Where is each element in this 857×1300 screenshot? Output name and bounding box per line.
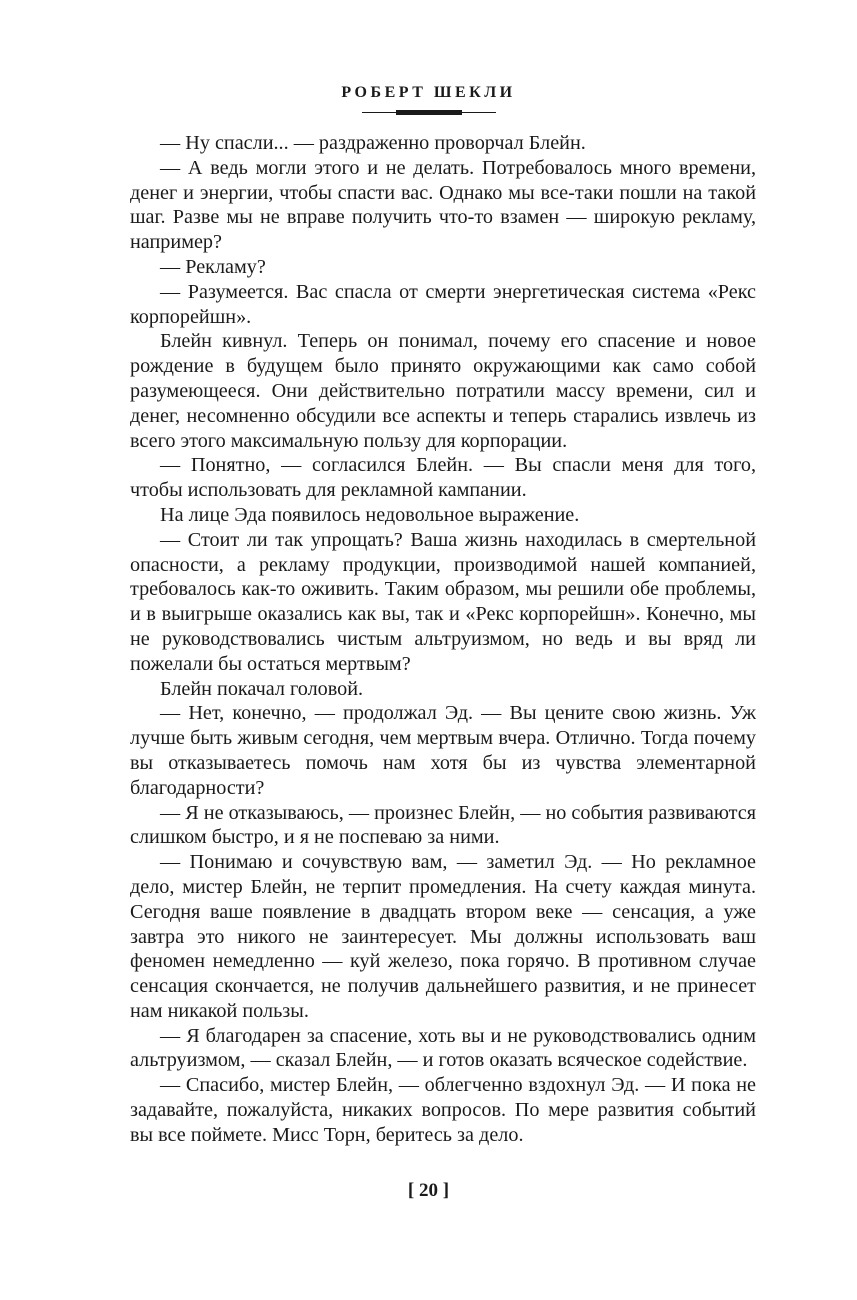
paragraph: — Рекламу? [160, 255, 266, 278]
paragraph: — Стоит ли так упрощать? Ваша жизнь находилась в смертельной опасности, а рекламу продукции, производимой нашей компанией, требовалось как-то оживить. Таким образом, мы решили обе проблемы, и в выигрыше оказались как вы, так и «Рекс корпорейшн». Конечно, мы не руководствовались чистым альтруизмом, но ведь и вы вряд ли пожелали бы остаться мертвым? [130, 528, 756, 675]
paragraph: — А ведь могли этого и не делать. Потребовалось много времени, денег и энергии, чтобы спасти вас. Однако мы все-таки пошли на такой шаг. Разве мы не вправе получить что-то взамен — широкую рекламу, например? [130, 156, 756, 254]
paragraph: На лице Эда появилось недовольное выражение. [160, 503, 580, 526]
body-text [130, 131, 756, 1148]
page-number: [ 20 ] [407, 1180, 450, 1201]
paragraph: — Разумеется. Вас спасла от смерти энергетическая система «Рекс корпорейшн». [130, 280, 756, 328]
paragraph: — Ну спасли... — раздраженно проворчал Блейн. [160, 132, 586, 154]
paragraph: — Я благодарен за спасение, хоть вы и не руководствовались одним альтруизмом, — сказал Блейн, — и готов оказать всяческое содействие. [130, 1024, 756, 1072]
header-divider-accent [396, 110, 462, 115]
paragraph: — Я не отказываюсь, — произнес Блейн, — но события развиваются слишком быстро, и я не поспеваю за ними. [130, 801, 756, 849]
paragraph: — Понятно, — согласился Блейн. — Вы спасли меня для того, чтобы использовать для рекламной кампании. [130, 454, 756, 502]
paragraph: — Спасибо, мистер Блейн, — облегченно вздохнул Эд. — И пока не задавайте, пожалуйста, никаких вопросов. По мере развития событий вы все поймете. Мисс Торн, беритесь за дело. [130, 1074, 756, 1146]
paragraph: — Нет, конечно, — продолжал Эд. — Вы цените свою жизнь. Уж лучше быть живым сегодня, чем мертвым вчера. Отлично. Тогда почему вы отказываетесь помочь нам хотя бы из чувства элементарной благодарности? [130, 702, 756, 799]
paragraph: Блейн кивнул. Теперь он понимал, почему его спасение и новое рождение в будущем было принято окружающими как само собой разумеющееся. Они действительно потратили массу времени, сил и денег, несомненно обсудили все аспекты и теперь старались извлечь из всего этого максимальную пользу для корпорации. [130, 330, 756, 452]
paragraph: — Понимаю и сочувствую вам, — заметил Эд. — Но рекламное дело, мистер Блейн, не терпит промедления. На счету каждая минута. Сегодня ваше появление в двадцать втором веке — сенсация, а уже завтра это никого не заинтересует. Мы должны использовать ваш феномен немедленно — куй железо, пока горячо. В противном случае сенсация скончается, не получив дальнейшего развития, и не принесет нам никакой пользы. [130, 851, 756, 1022]
running-head-author: РОБЕРТ ШЕКЛИ [341, 84, 516, 101]
paragraph: Блейн покачал головой. [160, 677, 364, 700]
